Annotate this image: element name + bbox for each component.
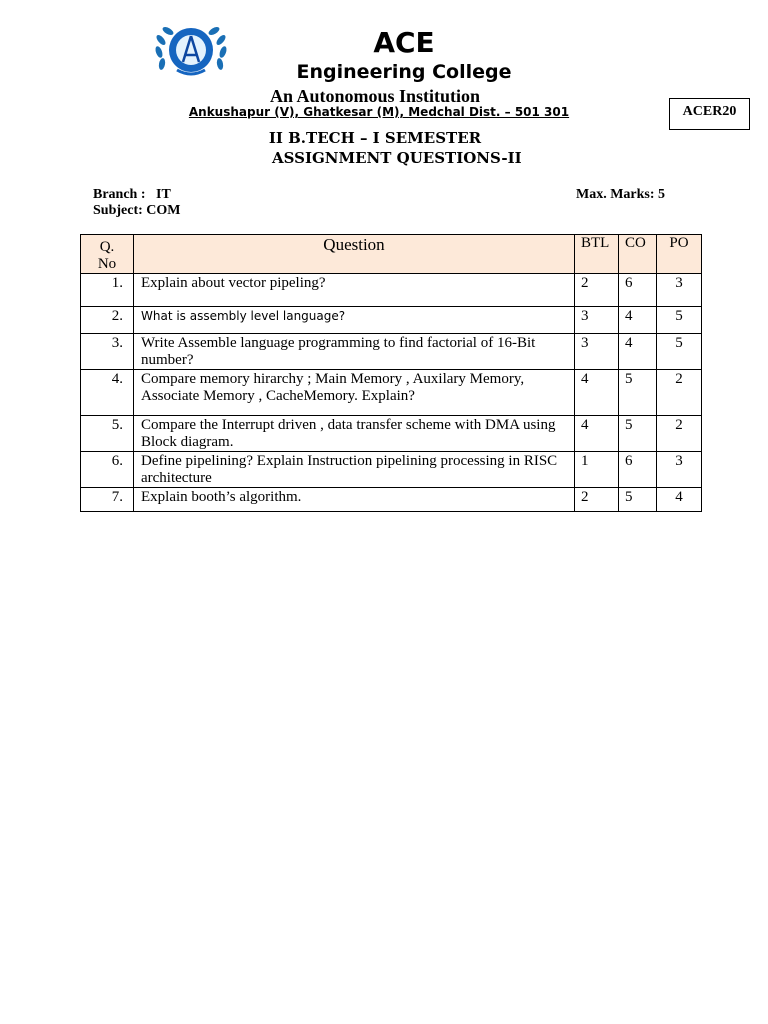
row-co: 5: [619, 370, 657, 416]
row-question: Compare the Interrupt driven , data transfer scheme with DMA using Block diagram.: [134, 416, 575, 452]
table-row: [81, 334, 702, 370]
row-btl: 2: [575, 488, 619, 512]
row-question: What is assembly level language?: [134, 307, 575, 334]
row-number: 3.: [81, 334, 134, 370]
questions-table: [80, 234, 702, 512]
table-row: [81, 416, 702, 452]
max-marks-label: Max. Marks: 5: [576, 187, 666, 202]
header-qno: Q. No: [81, 235, 134, 274]
row-po: 2: [657, 416, 702, 452]
row-btl: 4: [575, 370, 619, 416]
row-question: Write Assemble language programming to find factorial of 16-Bit number?: [134, 334, 575, 370]
row-po: 4: [657, 488, 702, 512]
row-btl: 3: [575, 334, 619, 370]
row-question: Explain booth’s algorithm.: [134, 488, 575, 512]
row-po: 5: [657, 307, 702, 334]
table-row: [81, 452, 702, 488]
row-co: 4: [619, 307, 657, 334]
table-row: [81, 488, 702, 512]
row-btl: 4: [575, 416, 619, 452]
row-btl: 3: [575, 307, 619, 334]
institution-type: An Autonomous Institution: [269, 86, 481, 106]
row-number: 6.: [81, 452, 134, 488]
row-number: 7.: [81, 488, 134, 512]
table-header-row: [81, 235, 702, 274]
row-question: Explain about vector pipeling?: [134, 274, 575, 307]
table-row: [81, 274, 702, 307]
college-short-name: ACE: [373, 26, 435, 59]
header-co: CO: [619, 235, 657, 274]
branch-label: Branch : IT: [93, 187, 171, 202]
college-name: Engineering College: [296, 61, 512, 83]
row-number: 2.: [81, 307, 134, 334]
semester-heading: II B.TECH – I SEMESTER: [268, 129, 482, 147]
row-co: 5: [619, 416, 657, 452]
row-co: 6: [619, 274, 657, 307]
row-btl: 2: [575, 274, 619, 307]
row-co: 4: [619, 334, 657, 370]
college-address: Ankushapur (V), Ghatkesar (M), Medchal Dist. – 501 301: [188, 105, 570, 119]
row-po: 3: [657, 274, 702, 307]
row-po: 2: [657, 370, 702, 416]
header-question: Question: [134, 235, 575, 274]
header-po: PO: [657, 235, 702, 274]
row-co: 6: [619, 452, 657, 488]
row-number: 5.: [81, 416, 134, 452]
row-po: 3: [657, 452, 702, 488]
row-po: 5: [657, 334, 702, 370]
regulation-box: ACER20: [669, 98, 750, 130]
row-question: Define pipelining? Explain Instruction pipelining processing in RISC architecture: [134, 452, 575, 488]
subject-label: Subject: COM: [93, 203, 181, 218]
row-question: Compare memory hirarchy ; Main Memory , Auxilary Memory, Associate Memory , CacheMemory. Explain?: [134, 370, 575, 416]
row-number: 4.: [81, 370, 134, 416]
table-row: [81, 307, 702, 334]
row-co: 5: [619, 488, 657, 512]
row-btl: 1: [575, 452, 619, 488]
row-number: 1.: [81, 274, 134, 307]
assignment-title: ASSIGNMENT QUESTIONS-II: [272, 149, 522, 167]
table-row: [81, 370, 702, 416]
header-btl: BTL: [575, 235, 619, 274]
